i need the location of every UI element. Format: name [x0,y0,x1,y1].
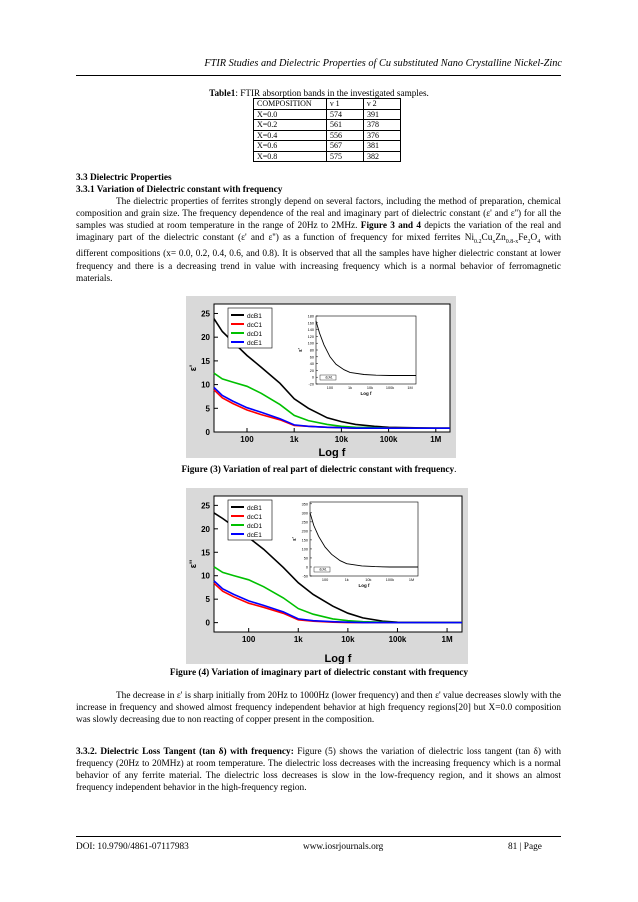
figure-4-chart [186,488,468,664]
paragraph-1-text: The dielectric properties of ferrites strongly depend on several factors, including the method of preparation, chemical composition and grain size. The frequency dependence of the real and imaginary part of dielectric constant (ε' and ε'') for all the samples was studied at room temperature in the range of 20Hz to 2MHz. [76,197,561,232]
legend-label: dcD1 [247,523,263,530]
header-rule [76,75,561,76]
table-row [254,120,401,131]
y-tick-label: 20 [201,333,210,343]
table-header-cell: ν 1 [327,99,364,110]
footer-site: www.iosrjournals.org [303,842,384,852]
ferrite-formula: $Ni_{0.2}Cu_xZn_{0.8-x}Fe_2O_4$ [464,233,541,246]
y-axis-label: ε' [188,364,198,372]
inset-x-tick-label: 100 [321,578,329,582]
footer-page: 81 | Page [508,842,542,852]
inset-x-tick-label: 1M [407,386,413,390]
y-tick-label: 0 [205,618,210,628]
figure-reference: Figure 3 and 4 [360,221,422,232]
figure-3-chart [186,296,456,458]
x-axis-label: Log f [324,653,352,664]
paragraph-2-block [76,690,561,726]
inset-y-tick-label: 50 [303,556,308,561]
table-cell: 381 [364,141,401,152]
y-tick-label: 10 [201,571,210,581]
inset-x-tick-label: 100k [385,386,395,390]
inset-y-tick-label: 300 [301,511,308,516]
x-tick-label: 10k [341,635,355,644]
paragraph-2: The decrease in ε' is sharp initially from 20Hz to 1000Hz (lower frequency) and then ε' value decreases slowly with the increase in frequency and showed almost frequency independent behavior at high frequency regions[20] but X=0.0 composition was slowly decreasing due to non reacting of copper present in the composition. [76,691,561,726]
legend-label: dcD1 [247,331,263,338]
inset-y-tick-label: 0 [311,375,314,380]
footer-rule [76,836,561,837]
table-cell: 575 [327,151,364,162]
table-cell: X=0.4 [254,130,327,141]
inset-plot-area [310,502,418,576]
inset-x-axis-label: Log f [358,583,370,588]
table-row [254,130,401,141]
table-caption-label: Table1 [209,88,236,98]
y-tick-label: 10 [201,380,210,390]
inset-x-tick-label: 10k [365,578,372,582]
x-tick-label: 100 [240,435,254,444]
inset-x-tick-label: 10k [366,386,374,390]
x-tick-label: 1M [430,435,442,444]
inset-y-tick-label: 20 [309,368,314,373]
x-tick-label: 100 [241,635,256,644]
table-row [254,109,401,120]
inset-y-tick-label: 250 [301,520,308,525]
running-title: FTIR Studies and Dielectric Properties of Cu substituted Nano Crystalline Nickel-Zinc [204,58,562,69]
inset-y-axis-label: ε' [292,537,298,541]
inset-plot-area [316,316,416,384]
x-tick-label: 100k [379,435,398,444]
table-caption-text: : FTIR absorption bands in the investigated samples. [235,88,429,98]
legend-label: dcE1 [247,340,262,347]
inset-y-tick-label: -50 [302,574,308,579]
table-caption [0,88,638,98]
subsection-2-heading: 3.3.2. Dielectric Loss Tangent (tan δ) with frequency: [76,747,294,757]
x-tick-label: 10k [334,435,349,444]
x-tick-label: 1k [293,635,303,644]
inset-y-tick-label: 350 [301,502,308,507]
inset-y-axis-label: ε' [298,348,304,352]
table-row [254,151,401,162]
inset-x-tick-label: 1M [408,578,415,582]
inset-y-tick-label: 40 [309,362,314,367]
y-tick-label: 20 [201,524,210,534]
inset-y-tick-label: 140 [307,328,314,333]
table-row [254,141,401,152]
ftir-table [253,98,401,162]
inset-y-tick-label: 0 [305,565,308,570]
table-cell: 561 [327,120,364,131]
figure-3-caption-text: Figure (3) Variation of real part of dielectric constant with frequency [181,465,455,475]
inset-y-tick-label: 150 [301,538,308,543]
section-3-3-2 [76,746,561,794]
table-cell: 391 [364,109,401,120]
inset-x-tick-label: 100 [326,386,334,390]
table-cell: 378 [364,120,401,131]
x-tick-label: 1k [289,435,299,444]
inset-x-tick-label: 100k [385,578,395,582]
inset-y-tick-label: 160 [307,321,314,326]
figure-3-caption [0,465,638,475]
inset-x-axis-label: Log f [360,391,372,396]
legend-label: dcC1 [247,322,263,329]
paragraph-1 [76,196,561,285]
table-header-cell: COMPOSITION [254,99,327,110]
table-cell: X=0.6 [254,141,327,152]
inset-legend-label: dcA1 [325,375,333,380]
x-axis-label: Log f [318,447,346,458]
inset-x-tick-label: 1k [347,386,352,390]
table-cell: 574 [327,109,364,120]
x-tick-label: 1M [441,635,453,644]
paragraph-1-end: with different compositions (x= 0.0, 0.2, 0.4, 0.6, and 0.8). It is observed that all the samples have higher dielectric constant at lower frequency and there is a decreasing trend in value with increasing frequency which is a normal behavior of ferromagnetic materials. [76,233,561,284]
legend-label: dcC1 [247,514,263,521]
inset-y-tick-label: -20 [308,382,314,387]
table-cell: X=0.8 [254,151,327,162]
inset-y-tick-label: 180 [307,314,314,319]
y-tick-label: 25 [201,501,210,511]
table-cell: 376 [364,130,401,141]
table-cell: 567 [327,141,364,152]
subsection-heading: 3.3.1 Variation of Dielectric constant with frequency [76,185,283,196]
paragraph-3-text: Figure (5) shows the variation of dielectric loss tangent (tan δ) with frequency (20Hz to 20MHz) at room temperature. The dielectric loss decreases with the increasing frequency which is a normal behavior of any ferrite material. The dielectric loss decreases is slow in the low-frequency region, and it shows an almost frequency independent behavior in the high-frequency region. [76,747,561,794]
table-cell: X=0.2 [254,120,327,131]
inset-y-tick-label: 80 [309,348,314,353]
paragraph-1-cont: depicts the variation of the real and imaginary part of the dielectric constant (ε' and ε'') as a function of frequency for mixed ferrites [76,221,562,244]
figure-4-caption: Figure (4) Variation of imaginary part of dielectric constant with frequency [169,668,469,678]
y-tick-label: 5 [205,404,210,414]
paragraph-3 [76,746,561,794]
inset-y-tick-label: 200 [301,529,308,534]
y-axis-label: ε'' [188,559,198,569]
table-header-row [254,99,401,110]
table-cell: 556 [327,130,364,141]
y-tick-label: 5 [205,595,210,605]
table-cell: X=0.0 [254,109,327,120]
inset-x-tick-label: 1k [344,578,349,582]
inset-y-tick-label: 100 [301,547,308,552]
footer-doi: DOI: 10.9790/4861-07117983 [76,842,189,852]
figure-3-caption-end: . [454,465,457,475]
table-cell: 382 [364,151,401,162]
y-tick-label: 0 [205,428,210,437]
legend-label: dcB1 [247,505,262,512]
inset-y-tick-label: 120 [307,334,314,339]
section-3-3 [76,172,561,285]
section-heading: 3.3 Dielectric Properties [76,173,172,183]
y-tick-label: 25 [201,309,210,319]
inset-y-tick-label: 100 [307,341,314,346]
x-tick-label: 100k [388,635,407,644]
inset-legend-label: dcA1 [319,567,327,572]
y-tick-label: 15 [201,548,210,558]
legend-label: dcB1 [247,313,262,320]
inset-y-tick-label: 60 [309,355,314,360]
table-header-cell: ν 2 [364,99,401,110]
legend-label: dcE1 [247,532,262,539]
y-tick-label: 15 [201,356,210,366]
